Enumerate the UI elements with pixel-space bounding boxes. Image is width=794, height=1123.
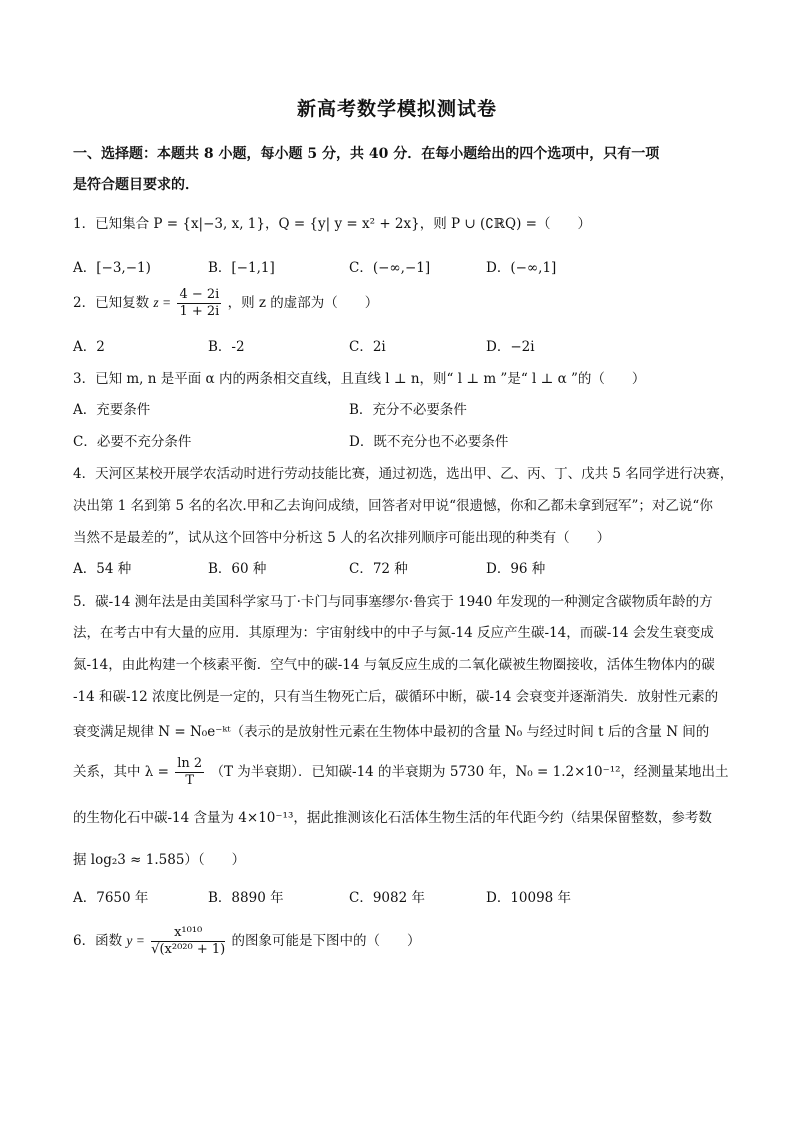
q4-line3: 当然不是最差的”，试从这个回答中分析这 5 人的名次排列顺序可能出现的种类有（ ） [73,530,611,546]
section-heading-line1: 一、选择题：本题共 8 小题，每小题 5 分，共 40 分．在每小题给出的四个选项中，只有一项 [73,146,660,162]
q6-numerator: x¹⁰¹⁰ [151,925,225,942]
q5-option-d: D．10098 年 [486,890,572,906]
q1-option-c: C．(−∞,−1] [349,260,431,276]
q2-option-b: B．-2 [208,339,245,355]
q2-numerator: 4 − 2i [179,287,220,302]
q1-option-b: B．[−1,1] [208,260,275,276]
q2-lhs: z = [153,295,172,310]
q1-option-d: D．(−∞,1] [486,260,557,276]
q3-option-c: C．必要不充分条件 [73,434,192,450]
q5-lambda-denominator: T [185,773,195,788]
q2-prefix: 2．已知复数 [73,295,150,311]
q6-lhs: y = [126,933,145,948]
q5-line8: 据 log₂3 ≈ 1.585）（ ） [73,852,246,868]
q5-line3: 氮-14，由此构建一个核素平衡．空气中的碳-14 与氧反应生成的二氧化碳被生物圈接收，活体生物体内的碳 [73,657,715,673]
q3-option-b: B．充分不必要条件 [349,402,467,418]
q1-option-a: A．[−3,−1) [73,260,151,276]
q4-line1: 4．天河区某校开展学农活动时进行劳动技能比赛，通过初选，选出甲、乙、丙、丁、戊共 5 名同学进行决赛， [73,466,734,482]
q6-prefix: 6．函数 [73,933,123,949]
q5-option-a: A．7650 年 [73,890,149,906]
q5-line5: 衰变满足规律 N = N₀e⁻ᵏᵗ（表示的是放射性元素在生物体中最初的含量 N₀ 与经过时间 t 后的含量 N 间的 [73,724,710,740]
q5-option-c: C．9082 年 [349,890,425,906]
page-title: 新高考数学模拟测试卷 [296,98,497,120]
q5-lambda-fraction [175,756,204,789]
q5-line6-suffix: （T 为半衰期）．已知碳-14 的半衰期为 5730 年，N₀ = 1.2×10⁻¹²，经测量某地出土 [210,764,729,780]
q3-option-a: A．充要条件 [73,402,151,418]
q2-option-a: A．2 [73,339,105,355]
q5-line6 [73,756,729,789]
q5-lambda-numerator: ln 2 [177,756,203,771]
q2-option-c: C．2i [349,339,386,355]
q3-stem: 3．已知 m, n 是平面 α 内的两条相交直线，且直线 l ⊥ n，则“ l ⊥ m ”是“ l ⊥ α ”的（ ） [73,371,646,387]
q2-denominator: 1 + 2i [179,304,220,319]
q4-line2: 决出第 1 名到第 5 名的名次.甲和乙去询问成绩，回答者对甲说“很遗憾，你和乙都未拿到冠军”；对乙说“你 [73,498,713,514]
q6-suffix: 的图象可能是下图中的（ ） [231,933,421,949]
q5-line1: 5．碳-14 测年法是由美国科学家马丁·卡门与同事塞缪尔·鲁宾于 1940 年发现的一种测定含碳物质年龄的方 [73,594,713,610]
q6-denominator: √(x²⁰²⁰ + 1) [151,942,226,957]
q6-fraction [151,925,225,958]
q2-option-d: D．−2i [486,339,535,355]
q4-option-b: B．60 种 [208,561,267,577]
q2-stem [73,287,378,320]
q4-option-a: A．54 种 [73,561,132,577]
q2-fraction [177,287,221,320]
q5-line2: 法，在考古中有大量的应用．其原理为：宇宙射线中的中子与氮-14 反应产生碳-14，而碳-14 会发生衰变成 [73,625,714,641]
q5-line6-prefix: 关系，其中 λ = [73,764,169,780]
q4-option-c: C．72 种 [349,561,408,577]
q6-stem [73,925,421,958]
section-heading-line2: 是符合题目要求的． [73,177,199,193]
q1-stem: 1．已知集合 P = {x|−3, x, 1}，Q = {y| y = x² + 2x}，则 P ∪ (∁ℝQ) =（ ） [73,216,591,232]
q5-line7: 的生物化石中碳-14 含量为 4×10⁻¹³，据此推测该化石活体生物生活的年代距今约（结果保留整数，参考数 [73,810,712,826]
q5-option-b: B．8890 年 [208,890,284,906]
q3-option-d: D．既不充分也不必要条件 [349,434,509,450]
q4-option-d: D．96 种 [486,561,546,577]
q2-suffix: ，则 z 的虚部为（ ） [227,295,379,311]
q5-line4: -14 和碳-12 浓度比例是一定的，只有当生物死亡后，碳循环中断，碳-14 会衰变并逐渐消失．放射性元素的 [73,689,719,705]
